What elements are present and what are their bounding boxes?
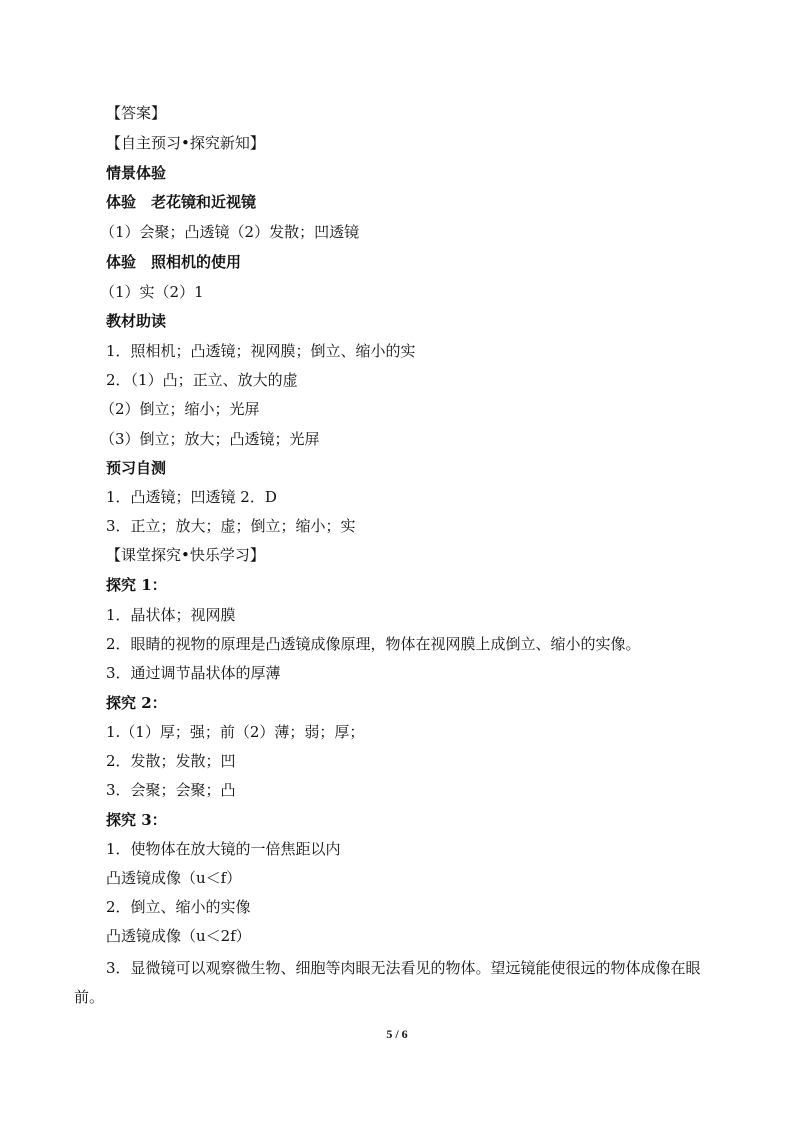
section-heading-preview: 【自主预习•探究新知】 [106, 134, 265, 152]
answer-line: 1．使物体在放大镜的一倍焦距以内 [106, 840, 341, 858]
answer-line: 2．发散；发散；凹 [106, 752, 236, 770]
answer-heading: 【答案】 [106, 104, 167, 122]
answer-line: 2．眼睛的视物的原理是凸透镜成像原理，物体在视网膜上成倒立、缩小的实像。 [106, 635, 641, 653]
answer-line: 2．（1）凸；正立、放大的虚 [106, 371, 298, 389]
answer-line: 凸透镜成像（u＜2f） [106, 927, 251, 945]
answer-paragraph: 3．显微镜可以观察微生物、细胞等肉眼无法看见的物体。望远镜能使很远的物体成像在眼前。 [74, 959, 701, 1006]
subheading-self-test: 预习自测 [106, 459, 167, 477]
answer-line: （3）倒立；放大；凸透镜；光屏 [100, 430, 320, 448]
explore-heading-1: 探究 1： [106, 576, 167, 594]
experience-heading-1: 体验 老花镜和近视镜 [106, 193, 257, 211]
subheading-scenario: 情景体验 [106, 164, 167, 182]
explore-heading-3: 探究 3： [106, 811, 167, 829]
section-heading-classroom: 【课堂探究•快乐学习】 [106, 546, 265, 564]
answer-line: 1.（1）厚；强；前（2）薄；弱；厚； [106, 723, 365, 741]
answer-line: （1）会聚；凸透镜（2）发散；凹透镜 [100, 223, 360, 241]
answer-line: 2．倒立、缩小的实像 [106, 898, 251, 916]
page-number: 5 / 6 [386, 1027, 408, 1041]
answer-line: 凸透镜成像（u＜f） [106, 869, 242, 887]
answer-line: 3．通过调节晶状体的厚薄 [106, 664, 281, 682]
answer-line: （1）实（2）1 [100, 283, 204, 301]
experience-heading-2: 体验 照相机的使用 [106, 253, 242, 271]
answer-line: 1．凸透镜；凹透镜 2．D [106, 488, 277, 506]
explore-heading-2: 探究 2： [106, 694, 167, 712]
answer-line: 3．会聚；会聚；凸 [106, 781, 236, 799]
subheading-textbook: 教材助读 [106, 312, 167, 330]
answer-line: （2）倒立；缩小；光屏 [100, 400, 260, 418]
answer-line: 1．晶状体；视网膜 [106, 606, 236, 624]
answer-line: 3．正立；放大；虚；倒立；缩小；实 [106, 517, 356, 535]
answer-line: 1．照相机；凸透镜；视网膜；倒立、缩小的实 [106, 342, 416, 360]
